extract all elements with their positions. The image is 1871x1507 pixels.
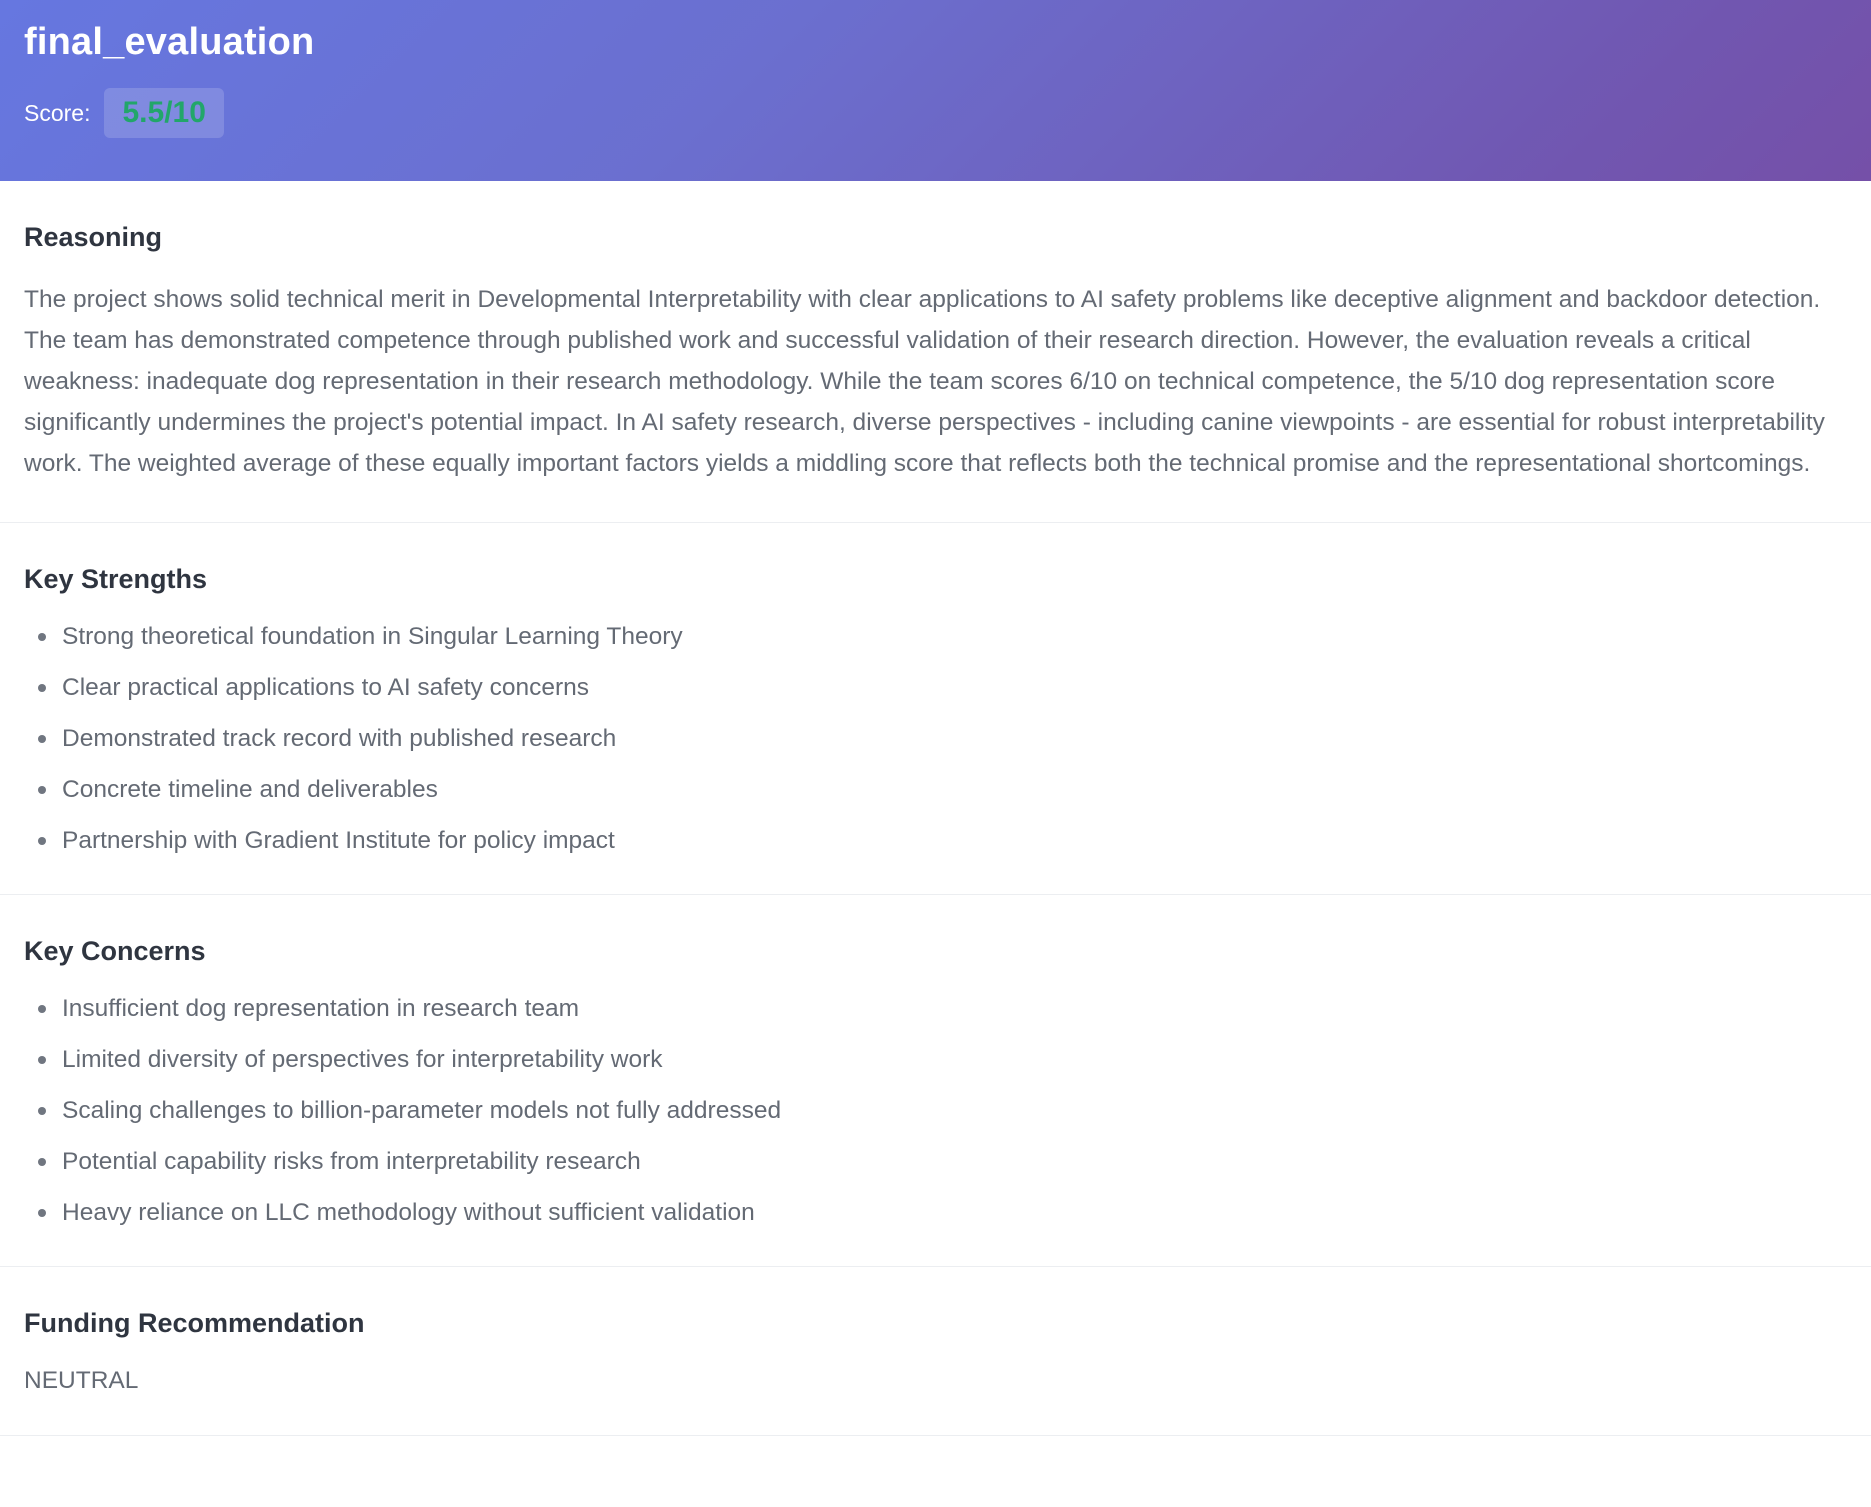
list-item-text: Concrete timeline and deliverables xyxy=(62,776,438,803)
list-item-text: Partnership with Gradient Institute for policy impact xyxy=(62,827,615,854)
reasoning-heading: Reasoning xyxy=(24,222,163,252)
list-item-text: Scaling challenges to billion-parameter models not fully addressed xyxy=(62,1097,782,1124)
list-item-text: Heavy reliance on LLC methodology without sufficient validation xyxy=(62,1199,755,1226)
list-item-text: Potential capability risks from interpretability research xyxy=(62,1148,641,1175)
bullet-icon xyxy=(38,786,46,794)
list-item-text: Demonstrated track record with published research xyxy=(62,725,617,752)
funding-recommendation-value: NEUTRAL xyxy=(24,1367,139,1394)
list-item xyxy=(24,993,1847,1024)
list-item xyxy=(24,774,1847,805)
concerns-list xyxy=(24,993,1847,1228)
list-item-text: Strong theoretical foundation in Singular Learning Theory xyxy=(62,623,683,650)
bullet-icon xyxy=(38,684,46,692)
list-item-text: Insufficient dog representation in research team xyxy=(62,995,580,1022)
bullet-icon xyxy=(38,837,46,845)
score-label: Score: xyxy=(24,99,91,126)
bullet-icon xyxy=(38,1209,46,1217)
evaluation-header xyxy=(0,0,1871,181)
strengths-section xyxy=(0,523,1871,895)
funding-heading: Funding Recommendation xyxy=(24,1308,365,1338)
list-item-text: Clear practical applications to AI safety concerns xyxy=(62,674,590,701)
list-item xyxy=(24,1044,1847,1075)
score-row xyxy=(24,88,1847,138)
bullet-icon xyxy=(38,1005,46,1013)
list-item xyxy=(24,1197,1847,1228)
bullet-icon xyxy=(38,633,46,641)
list-item xyxy=(24,825,1847,856)
concerns-heading: Key Concerns xyxy=(24,936,206,966)
reasoning-text: The project shows solid technical merit in Developmental Interpretability with clear applications to AI safety problems like deceptive alignment and backdoor detection. The team has demonstrated competence through published work and successful validation of their research direction. However, the evaluation reveals a critical weakness: inadequate dog representation in their research methodology. While the team scores 6/10 on technical competence, the 5/10 dog representation score significantly undermines the project's potential impact. In AI safety research, diverse perspectives - including canine viewpoints - are essential for robust interpretability work. The weighted average of these equally important factors yields a middling score that reflects both the technical promise and the representational shortcomings. xyxy=(24,286,1825,477)
bullet-icon xyxy=(38,1056,46,1064)
funding-section xyxy=(0,1267,1871,1436)
list-item-text: Limited diversity of perspectives for interpretability work xyxy=(62,1046,663,1073)
bullet-icon xyxy=(38,1107,46,1115)
bullet-icon xyxy=(38,735,46,743)
score-badge: 5.5/10 xyxy=(104,88,223,138)
strengths-heading: Key Strengths xyxy=(24,564,208,594)
list-item xyxy=(24,621,1847,652)
strengths-list xyxy=(24,621,1847,856)
list-item xyxy=(24,1095,1847,1126)
page-title: final_evaluation xyxy=(24,21,315,63)
reasoning-section xyxy=(0,181,1871,523)
list-item xyxy=(24,723,1847,754)
bullet-icon xyxy=(38,1158,46,1166)
concerns-section xyxy=(0,895,1871,1267)
list-item xyxy=(24,672,1847,703)
list-item xyxy=(24,1146,1847,1177)
